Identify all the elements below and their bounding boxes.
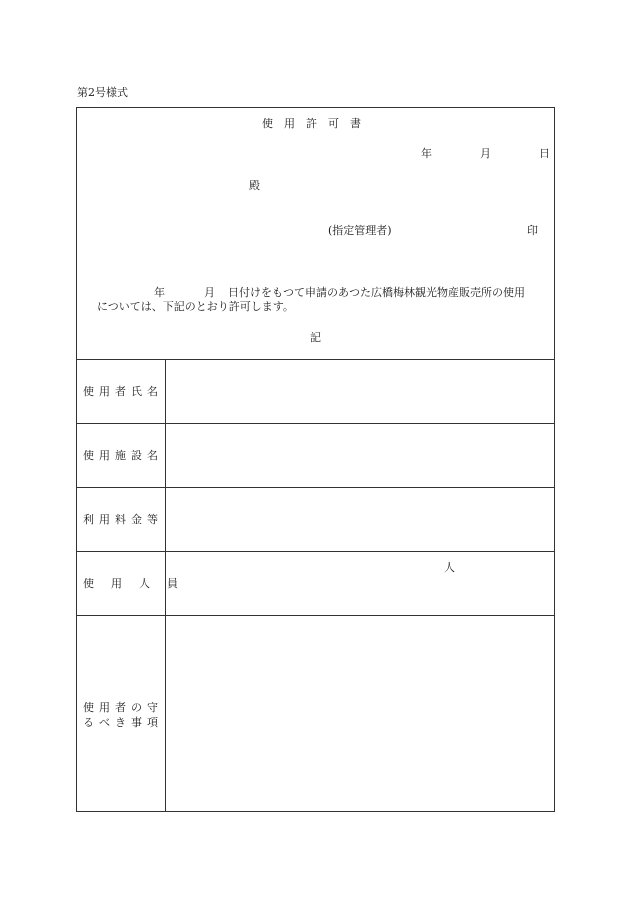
row-label-usage-fee: 利用料金等 bbox=[83, 513, 163, 526]
document-title: 使用許可書 bbox=[262, 117, 372, 130]
seal-label: 印 bbox=[527, 224, 538, 237]
ki-label: 記 bbox=[310, 331, 321, 344]
row-divider bbox=[76, 423, 555, 424]
row-label-rules-line2: るべき事項 bbox=[83, 716, 163, 729]
row-label-user-name: 使用者氏名 bbox=[83, 385, 163, 398]
table-top-border bbox=[76, 359, 555, 360]
permission-year-label: 年 bbox=[154, 286, 165, 299]
permission-month-label: 月 bbox=[204, 286, 215, 299]
row-divider bbox=[76, 487, 555, 488]
form-number: 第2号様式 bbox=[77, 86, 128, 99]
permission-text-line1: 日付けをもつて申請のあつた広橋梅林観光物産販売所の使用 bbox=[228, 286, 525, 299]
addressee-suffix: 殿 bbox=[249, 179, 260, 192]
people-unit-label: 人 bbox=[444, 561, 455, 574]
row-label-rules-line1: 使用者の守 bbox=[83, 701, 163, 714]
row-divider bbox=[76, 551, 555, 552]
manager-label: (指定管理者) bbox=[328, 224, 392, 237]
row-divider bbox=[76, 615, 555, 616]
row-label-number-of-users: 使用人員 bbox=[83, 577, 195, 590]
date-day-label: 日 bbox=[539, 147, 550, 160]
row-label-facility-name: 使用施設名 bbox=[83, 449, 163, 462]
date-year-label: 年 bbox=[421, 147, 432, 160]
permission-text-line2: については、下記のとおり許可します。 bbox=[97, 300, 294, 313]
date-month-label: 月 bbox=[480, 147, 491, 160]
